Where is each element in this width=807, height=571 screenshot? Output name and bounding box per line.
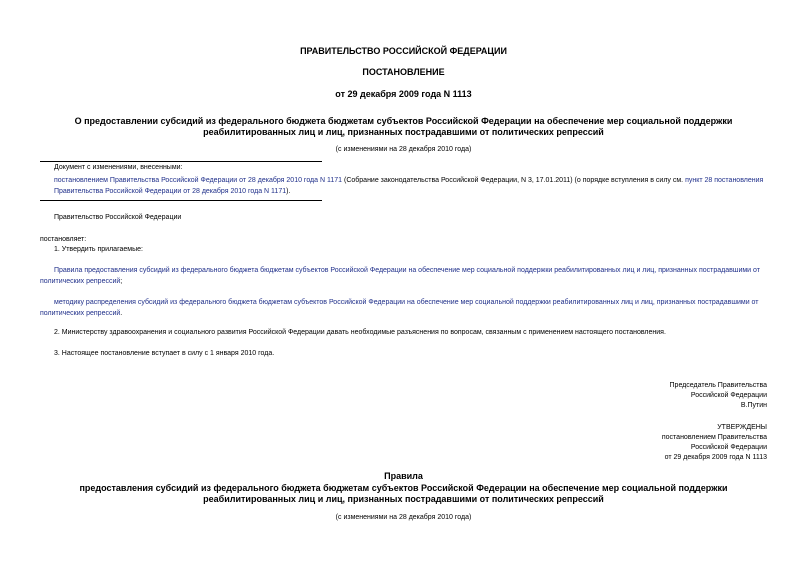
method-end: . [120, 310, 123, 317]
approved-line3: Российской Федерации [690, 444, 767, 451]
rules-end: ; [120, 278, 123, 285]
rules-amendment-note: (с изменениями на 28 декабря 2010 года) [335, 514, 472, 521]
method-link[interactable]: методику распределения субсидий из федерального бюджета бюджетам субъектов Российской Федерации на обеспечение мер социальной поддержки реабилитированных лиц и лиц, признанных пострадавшими от политических репрессий [40, 299, 759, 317]
entry-into-force-link[interactable]: пункт 28 постановления Правительства Российской Федерации от 28 декабря 2010 года N 1171 [54, 177, 764, 195]
signature-position-line2: Российской Федерации [690, 392, 767, 399]
method-paragraph [40, 297, 767, 319]
government-heading: ПРАВИТЕЛЬСТВО РОССИЙСКОЙ ФЕДЕРАЦИИ [300, 46, 507, 56]
approved-line4: от 29 декабря 2009 года N 1113 [664, 454, 767, 461]
rules-heading: Правила [384, 471, 423, 481]
decrees-word: постановляет: [40, 236, 87, 243]
rules-title-line2: реабилитированных лиц и лиц, признанных пострадавшими от политических репрессий [203, 494, 604, 504]
changes-paragraph [54, 175, 767, 197]
signature-position-line1: Председатель Правительства [669, 382, 767, 389]
rules-link[interactable]: Правила предоставления субсидий из федерального бюджета бюджетам субъектов Российской Федерации на обеспечение мер социальной поддержки реабилитированных лиц и лиц, признанных пострадавшими от политических репрессий [40, 267, 760, 285]
changes-top-rule [40, 161, 322, 162]
issuer: Правительство Российской Федерации [54, 214, 182, 221]
document-title-line2: реабилитированных лиц и лиц, признанных пострадавшими от политических репрессий [203, 127, 604, 137]
amending-decree-link[interactable]: постановлением Правительства Российской Федерации от 28 декабря 2010 года N 1171 [54, 177, 343, 184]
rules-paragraph [40, 265, 767, 287]
document-title-line1: О предоставлении субсидий из федерального бюджета бюджетам субъектов Российской Федерации на обеспечение мер социальной поддержки [74, 116, 733, 126]
changes-bottom-rule [40, 200, 322, 201]
changes-text2: ). [286, 188, 291, 195]
approved-line1: УТВЕРЖДЕНЫ [717, 424, 767, 431]
changes-text1: (Собрание законодательства Российской Федерации, N 3, 17.01.2011) (о порядке вступления в силу см. [342, 177, 686, 184]
amendment-note: (с изменениями на 28 декабря 2010 года) [335, 146, 472, 153]
changes-intro: Документ с изменениями, внесенными: [54, 164, 183, 171]
signature-name: В.Путин [740, 402, 767, 409]
item-2: 2. Министерству здравоохранения и социального развития Российской Федерации давать необходимые разъяснения по вопросам, связанным с применением настоящего постановления. [54, 329, 666, 336]
approved-line2: постановлением Правительства [661, 434, 767, 441]
item-1: 1. Утвердить прилагаемые: [54, 246, 143, 253]
item-3: 3. Настоящее постановление вступает в силу с 1 января 2010 года. [54, 350, 275, 357]
doc-type-heading: ПОСТАНОВЛЕНИЕ [362, 67, 445, 77]
rules-title-line1: предоставления субсидий из федерального бюджета бюджетам субъектов Российской Федерации на обеспечение мер социальной поддержки [79, 483, 728, 493]
date-number: от 29 декабря 2009 года N 1113 [335, 89, 472, 99]
